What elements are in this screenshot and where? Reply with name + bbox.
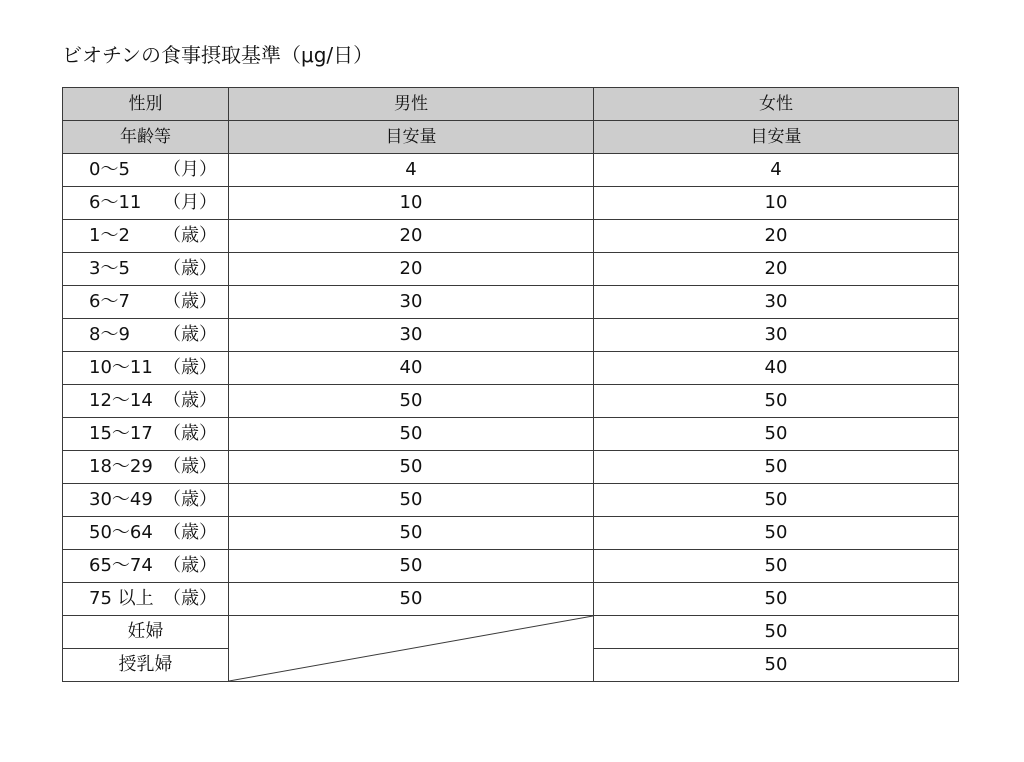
female-value-cell: 50 — [594, 649, 959, 682]
age-range: 18～29 — [89, 456, 153, 477]
table-row — [63, 517, 959, 550]
age-unit: （歳） — [163, 555, 217, 576]
table-row — [63, 616, 959, 649]
age-cell — [63, 187, 229, 220]
header-male-adequate-intake: 目安量 — [229, 121, 594, 154]
age-unit: （歳） — [163, 423, 217, 444]
age-unit: （歳） — [163, 357, 217, 378]
age-range: 50～64 — [89, 522, 153, 543]
age-unit: （歳） — [163, 291, 217, 312]
female-value-cell: 20 — [594, 220, 959, 253]
table-row — [63, 484, 959, 517]
male-value-cell: 20 — [229, 220, 594, 253]
special-group-label: 妊婦 — [63, 616, 229, 649]
table-row — [63, 550, 959, 583]
male-value-cell: 20 — [229, 253, 594, 286]
female-value-cell: 50 — [594, 517, 959, 550]
header-row-sex — [63, 88, 959, 121]
table-row — [63, 451, 959, 484]
age-cell — [63, 286, 229, 319]
age-range: 8～9 — [89, 324, 130, 345]
age-range: 15～17 — [89, 423, 153, 444]
age-cell — [63, 583, 229, 616]
header-sex-label: 性別 — [63, 88, 229, 121]
female-value-cell: 10 — [594, 187, 959, 220]
age-unit: （月） — [163, 192, 217, 213]
female-value-cell: 4 — [594, 154, 959, 187]
age-unit: （歳） — [163, 489, 217, 510]
table-row — [63, 385, 959, 418]
female-value-cell: 50 — [594, 583, 959, 616]
male-value-cell: 30 — [229, 286, 594, 319]
male-value-cell: 50 — [229, 550, 594, 583]
female-value-cell: 50 — [594, 418, 959, 451]
age-unit: （歳） — [163, 225, 217, 246]
female-value-cell: 20 — [594, 253, 959, 286]
age-range: 30～49 — [89, 489, 153, 510]
age-cell — [63, 517, 229, 550]
table-row — [63, 187, 959, 220]
male-value-cell: 50 — [229, 583, 594, 616]
age-cell — [63, 319, 229, 352]
male-value-cell: 4 — [229, 154, 594, 187]
age-unit: （歳） — [163, 588, 217, 609]
table-row — [63, 286, 959, 319]
table-row — [63, 319, 959, 352]
header-male-label: 男性 — [229, 88, 594, 121]
age-cell — [63, 451, 229, 484]
age-range: 6～7 — [89, 291, 130, 312]
age-range: 10～11 — [89, 357, 153, 378]
female-value-cell: 30 — [594, 286, 959, 319]
male-value-cell: 40 — [229, 352, 594, 385]
table-row — [63, 418, 959, 451]
age-cell — [63, 385, 229, 418]
female-value-cell: 50 — [594, 484, 959, 517]
age-unit: （歳） — [163, 522, 217, 543]
age-range: 12～14 — [89, 390, 153, 411]
age-range: 6～11 — [89, 192, 142, 213]
table-body — [63, 88, 959, 682]
special-group-label: 授乳婦 — [63, 649, 229, 682]
header-row-age — [63, 121, 959, 154]
age-cell — [63, 253, 229, 286]
female-value-cell: 30 — [594, 319, 959, 352]
diagonal-line — [229, 616, 593, 681]
biotin-intake-table — [62, 87, 959, 682]
male-value-cell: 50 — [229, 385, 594, 418]
male-value-cell: 10 — [229, 187, 594, 220]
age-cell — [63, 220, 229, 253]
female-value-cell: 50 — [594, 616, 959, 649]
header-female-label: 女性 — [594, 88, 959, 121]
female-value-cell: 50 — [594, 451, 959, 484]
female-value-cell: 50 — [594, 385, 959, 418]
age-unit: （歳） — [163, 390, 217, 411]
age-cell — [63, 154, 229, 187]
male-value-cell: 50 — [229, 418, 594, 451]
female-value-cell: 40 — [594, 352, 959, 385]
age-cell — [63, 418, 229, 451]
age-range: 3～5 — [89, 258, 130, 279]
male-value-cell: 50 — [229, 484, 594, 517]
male-value-cell: 30 — [229, 319, 594, 352]
age-cell — [63, 352, 229, 385]
age-cell — [63, 550, 229, 583]
table-row — [63, 352, 959, 385]
header-female-adequate-intake: 目安量 — [594, 121, 959, 154]
not-applicable-diagonal-cell — [229, 616, 594, 682]
age-range: 1～2 — [89, 225, 130, 246]
male-value-cell: 50 — [229, 451, 594, 484]
table-row — [63, 154, 959, 187]
table-row — [63, 583, 959, 616]
female-value-cell: 50 — [594, 550, 959, 583]
age-range: 0～5 — [89, 159, 130, 180]
age-unit: （歳） — [163, 324, 217, 345]
age-unit: （歳） — [163, 456, 217, 477]
table-row — [63, 220, 959, 253]
page-title: ビオチンの食事摂取基準（μg/日） — [62, 43, 374, 67]
age-cell — [63, 484, 229, 517]
age-range: 75 以上 — [89, 588, 154, 609]
header-age-label: 年齢等 — [63, 121, 229, 154]
table-row — [63, 253, 959, 286]
age-range: 65～74 — [89, 555, 153, 576]
age-unit: （歳） — [163, 258, 217, 279]
male-value-cell: 50 — [229, 517, 594, 550]
age-unit: （月） — [163, 159, 217, 180]
